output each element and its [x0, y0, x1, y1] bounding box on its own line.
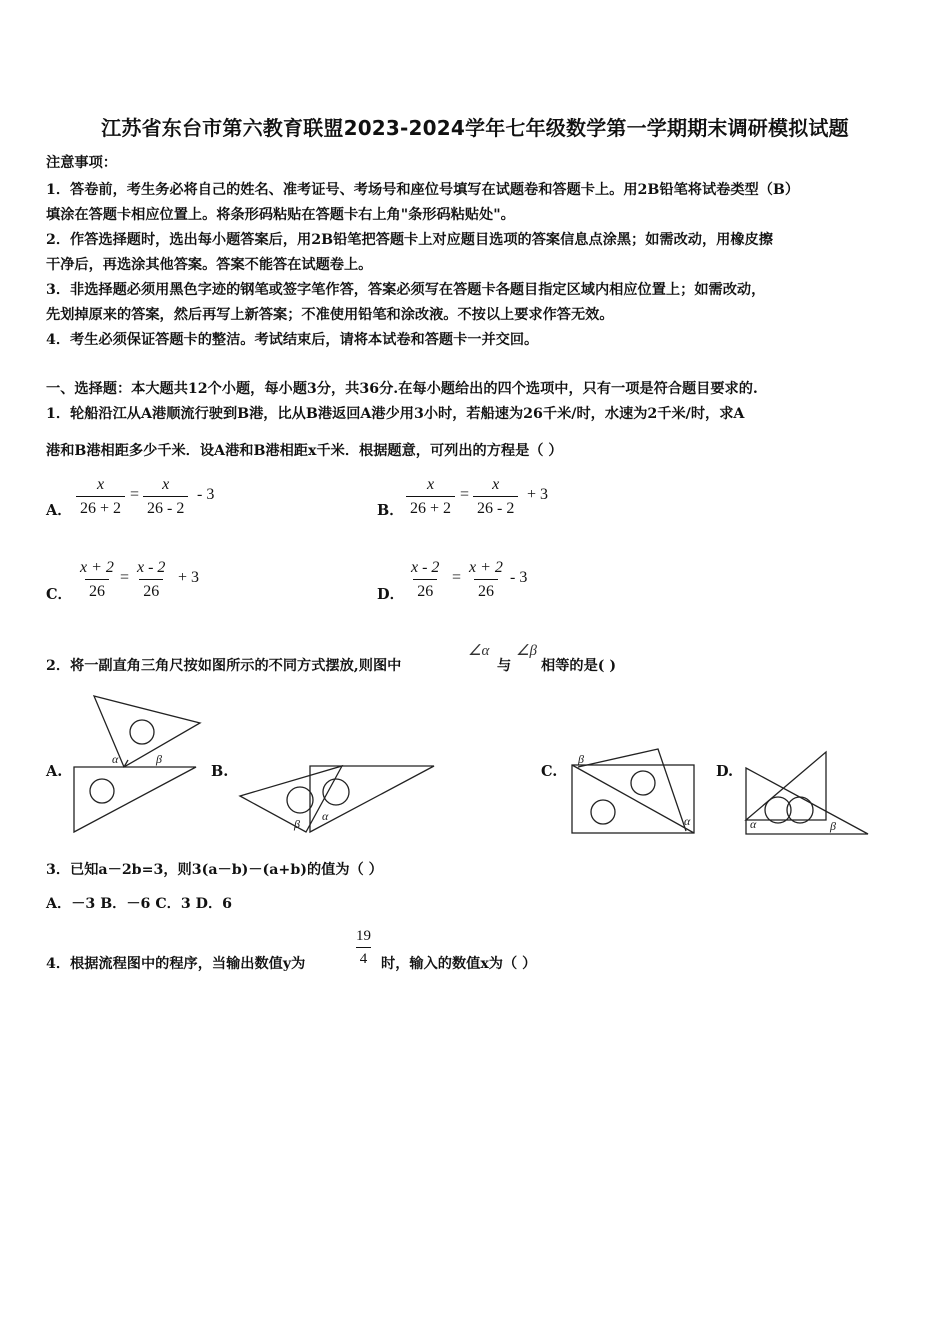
option-d-label: D．	[377, 586, 405, 603]
exam-title: 江苏省东台市第六教育联盟2023-2024学年七年级数学第一学期期末调研模拟试题	[101, 116, 849, 140]
option-a-fraction-left: $\frac{x}{26 + 2}$	[76, 476, 125, 518]
option-a-tail: - 3	[197, 486, 215, 503]
notice-heading: 注意事项：	[46, 155, 117, 171]
figure-d-label: D.	[716, 763, 734, 780]
alpha-label: α	[322, 809, 329, 823]
option-b-fraction-left: $\frac{x}{26 + 2}$	[406, 476, 455, 518]
question-3-options: A．－3 B．－6 C．3 D．6	[46, 896, 233, 912]
option-d-fraction-right: $\frac{x + 2}{26}$	[469, 559, 503, 600]
question-2-text-b: 与	[497, 658, 512, 674]
section-heading: 一、选择题：本大题共12个小题，每小题3分，共36分.在每小题给出的四个选项中，只有一项是符合题目要求的.	[46, 381, 758, 397]
triangle-figure-a	[70, 692, 230, 837]
option-c-equals: =	[120, 569, 130, 586]
option-c-fraction-right: $\frac{x - 2}{26}$	[137, 559, 166, 600]
notice-line: 先划掉原来的答案，然后再写上新答案；不准使用铅笔和涂改液。不按以上要求作答无效。	[46, 307, 614, 323]
figure-a-label: A.	[46, 763, 63, 780]
beta-label: β	[578, 752, 584, 766]
triangle-figure-d	[742, 748, 877, 843]
question-4-fraction: $\frac{19}{4}$	[356, 928, 371, 967]
option-c-tail: + 3	[178, 569, 200, 586]
figure-c-label: C.	[541, 763, 558, 780]
notice-line: 填涂在答题卡相应位置上。将条形码粘贴在答题卡右上角"条形码粘贴处"。	[46, 207, 515, 223]
option-a-fraction-right: $\frac{x}{26 - 2}$	[143, 476, 188, 518]
question-3-text: 3．已知a－2b=3，则3(a－b)－(a+b)的值为（ ）	[46, 862, 383, 878]
triangle-figure-b	[238, 762, 438, 837]
beta-label: β	[156, 752, 162, 766]
question-1-line1: 1．轮船沿江从A港顺流行驶到B港，比从B港返回A港少用3小时，若船速为26千米/时，水速为2千米/时，求A	[46, 406, 745, 422]
question-2-text-a: 2．将一副直角三角尺按如图所示的不同方式摆放,则图中	[46, 658, 402, 674]
beta-label: β	[830, 819, 836, 833]
option-b-tail: + 3	[527, 486, 549, 503]
alpha-label: α	[684, 814, 691, 828]
beta-label: β	[294, 817, 300, 831]
alpha-label: α	[750, 817, 757, 831]
option-a-label: A．	[46, 502, 72, 519]
option-c-label: C．	[46, 586, 73, 603]
question-2-text-c: 相等的是( )	[541, 658, 617, 674]
angle-beta-symbol: ∠β	[516, 643, 537, 659]
option-b-label: B．	[377, 502, 404, 519]
question-4-text-b: 时，输入的数值x为（ ）	[381, 956, 537, 972]
notice-line: 4．考生必须保证答题卡的整洁。考试结束后，请将本试卷和答题卡一并交回。	[46, 332, 539, 348]
triangle-figure-c	[568, 745, 703, 840]
option-b-fraction-right: $\frac{x}{26 - 2}$	[473, 476, 518, 518]
option-d-equals: =	[452, 569, 462, 586]
notice-line: 2．作答选择题时，选出每小题答案后，用2B铅笔把答题卡上对应题目选项的答案信息点涂黑；如需改动，用橡皮擦	[46, 232, 773, 248]
question-4-text-a: 4．根据流程图中的程序，当输出数值y为	[46, 956, 306, 972]
notice-line: 3．非选择题必须用黑色字迹的钢笔或签字笔作答，答案必须写在答题卡各题目指定区域内相应位置上；如需改动，	[46, 282, 766, 298]
option-d-tail: - 3	[510, 569, 528, 586]
figure-b-label: B.	[211, 763, 229, 780]
alpha-label: α	[112, 752, 119, 766]
question-1-line2: 港和B港相距多少千米．设A港和B港相距x千米．根据题意，可列出的方程是（ ）	[46, 443, 563, 459]
option-d-fraction-left: $\frac{x - 2}{26}$	[411, 559, 440, 600]
angle-alpha-symbol: ∠α	[468, 643, 490, 659]
notice-line: 干净后，再选涂其他答案。答案不能答在试题卷上。	[46, 257, 373, 273]
option-a-equals: =	[130, 486, 140, 503]
option-c-fraction-left: $\frac{x + 2}{26}$	[80, 559, 114, 600]
option-b-equals: =	[460, 486, 470, 503]
notice-line: 1．答卷前，考生务必将自己的姓名、准考证号、考场号和座位号填写在试题卷和答题卡上。用2B铅笔将试卷类型（B）	[46, 182, 800, 198]
